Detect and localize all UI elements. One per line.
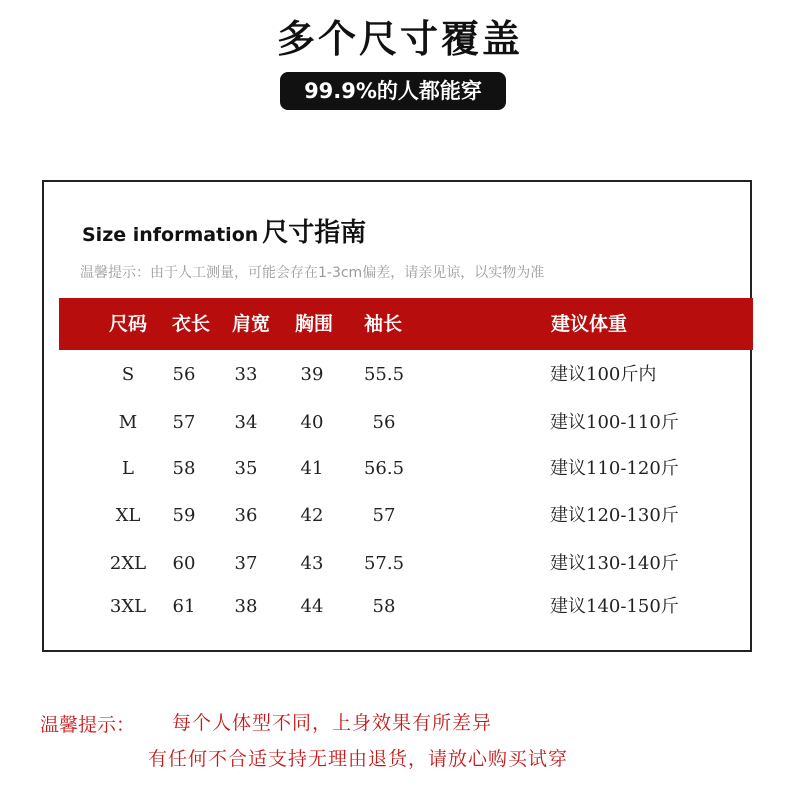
size-heading-en: Size information [82, 224, 259, 246]
cell-weight: 建议100-110斤 [550, 412, 679, 433]
cell-chest: 39 [300, 364, 324, 385]
cell-chest: 42 [300, 505, 324, 526]
cell-size: XL [115, 505, 141, 526]
cell-shoulder: 37 [234, 553, 258, 574]
cell-length: 60 [172, 553, 196, 574]
cell-weight: 建议120-130斤 [550, 505, 679, 526]
cell-chest: 43 [300, 553, 324, 574]
footer-tip-line2: 有任何不合适支持无理由退货，请放心购买试穿 [148, 748, 569, 770]
cell-sleeve: 57.5 [363, 553, 405, 574]
cell-weight: 建议100斤内 [550, 364, 657, 385]
column-header-chest: 胸围 [295, 313, 334, 335]
cell-length: 56 [172, 364, 196, 385]
table-row [44, 360, 750, 390]
table-row [44, 408, 750, 438]
cell-shoulder: 33 [234, 364, 258, 385]
cell-length: 59 [172, 505, 196, 526]
cell-sleeve: 57 [372, 505, 396, 526]
size-guide-card [42, 180, 752, 652]
size-heading-cn: 尺寸指南 [262, 218, 367, 248]
measurement-notice: 温馨提示：由于人工测量，可能会存在1-3cm偏差，请亲见谅，以实物为准 [80, 265, 545, 281]
cell-shoulder: 38 [234, 596, 258, 617]
cell-size: M [118, 412, 138, 433]
cell-chest: 41 [300, 458, 324, 479]
cell-weight: 建议130-140斤 [550, 553, 679, 574]
cell-weight: 建议110-120斤 [550, 458, 679, 479]
column-header-sleeve: 袖长 [364, 313, 403, 335]
column-header-length: 衣长 [172, 313, 211, 335]
cell-sleeve: 58 [372, 596, 396, 617]
cell-length: 57 [172, 412, 196, 433]
cell-chest: 44 [300, 596, 324, 617]
table-row [44, 549, 750, 579]
cell-chest: 40 [300, 412, 324, 433]
cell-sleeve: 56 [372, 412, 396, 433]
cell-weight: 建议140-150斤 [550, 596, 679, 617]
cell-size: L [122, 458, 134, 479]
size-heading [82, 212, 366, 249]
cell-size: S [121, 364, 135, 385]
table-row [44, 454, 750, 484]
cell-size: 2XL [109, 553, 147, 574]
cell-shoulder: 35 [234, 458, 258, 479]
cell-shoulder: 34 [234, 412, 258, 433]
cell-length: 61 [172, 596, 196, 617]
table-header [59, 298, 753, 350]
page-title: 多个尺寸覆盖 [276, 17, 523, 61]
cell-sleeve: 55.5 [363, 364, 405, 385]
column-header-shoulder: 肩宽 [232, 313, 271, 335]
cell-length: 58 [172, 458, 196, 479]
cell-shoulder: 36 [234, 505, 258, 526]
footer-tip-line1: 每个人体型不同，上身效果有所差异 [172, 712, 493, 734]
cell-sleeve: 56.5 [363, 458, 405, 479]
column-header-weight: 建议体重 [551, 313, 628, 335]
cell-size: 3XL [109, 596, 147, 617]
footer-tip-label: 温馨提示： [40, 714, 136, 736]
table-row [44, 501, 750, 531]
column-header-size: 尺码 [109, 313, 148, 335]
table-row [44, 592, 750, 622]
fit-badge: 99.9%的人都能穿 [280, 72, 506, 110]
